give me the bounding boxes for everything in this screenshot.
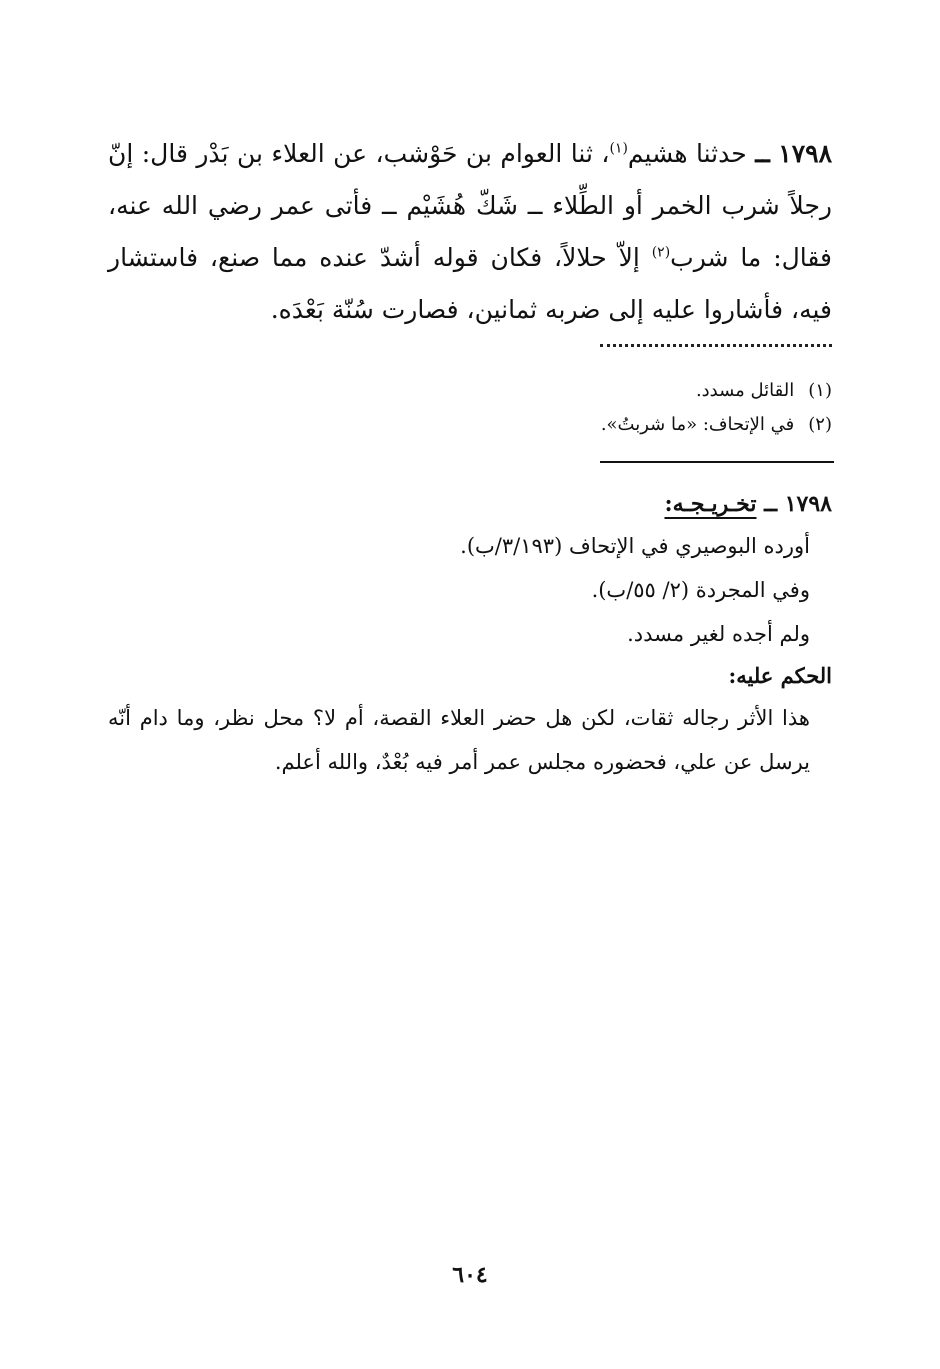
hadith-number: ١٧٩٨ — [778, 139, 833, 168]
hadith-paragraph — [108, 128, 832, 336]
takhrij-line-3: ولم أجده لغير مسدد. — [627, 622, 810, 646]
takhrij-number: ١٧٩٨ — [784, 491, 832, 517]
footnotes — [232, 374, 832, 442]
section-divider — [600, 461, 834, 463]
takhrij-line-1: أورده البوصيري في الإتحاف (٣/١٩٣/ب). — [460, 534, 810, 558]
hadith-text-part2: ، ثنا العوام بن حَوْشب، عن العلاء بن بَدْر قال: إنّ رجلاً شرب الخمر أو الطِّلاء ــ شَكّ هُشَيْم ــ فأتى عمر رضي الله عنه، فقال: ما شرب — [108, 139, 832, 272]
hadith-text-part3: إلاّ حلالاً، فكان قوله أشدّ عنده مما صنع، فاستشار فيه، فأشاروا عليه إلى ضربه ثمانين، فصارت سُنّة بَعْدَه. — [108, 243, 832, 324]
page-number: ٦٠٤ — [452, 1262, 488, 1288]
dotted-separator — [600, 344, 832, 347]
takhrij-line-2: وفي المجردة (٢/ ٥٥/ب). — [591, 578, 810, 602]
hadith-dash: ــ — [755, 139, 770, 168]
footnote-mark: (٢) — [808, 414, 832, 435]
footnote-2 — [232, 408, 832, 442]
takhrij-section — [108, 484, 832, 784]
footnote-text: القائل مسدد. — [695, 380, 795, 401]
footnote-text: في الإتحاف: «ما شربتُ». — [600, 414, 795, 435]
footnote-ref-1: (١) — [609, 140, 628, 157]
footnote-1 — [232, 374, 832, 408]
takhrij-label: تخـريـجـه: — [664, 491, 757, 517]
takhrij-dash: ــ — [764, 491, 778, 517]
footnote-ref-2: (٢) — [651, 244, 671, 261]
takhrij-heading — [108, 484, 832, 524]
ruling-heading: الحكم عليه: — [728, 663, 832, 688]
ruling-text: هذا الأثر رجاله ثقات، لكن هل حضر العلاء القصة، أم لا؟ محل نظر، وما دام أنّه يرسل عن علي، فحضوره مجلس عمر أمر فيه بُعْدٌ، والله أعلم. — [108, 706, 810, 774]
hadith-text-part1: حدثنا هشيم — [627, 139, 747, 168]
footnote-mark: (١) — [808, 380, 832, 401]
